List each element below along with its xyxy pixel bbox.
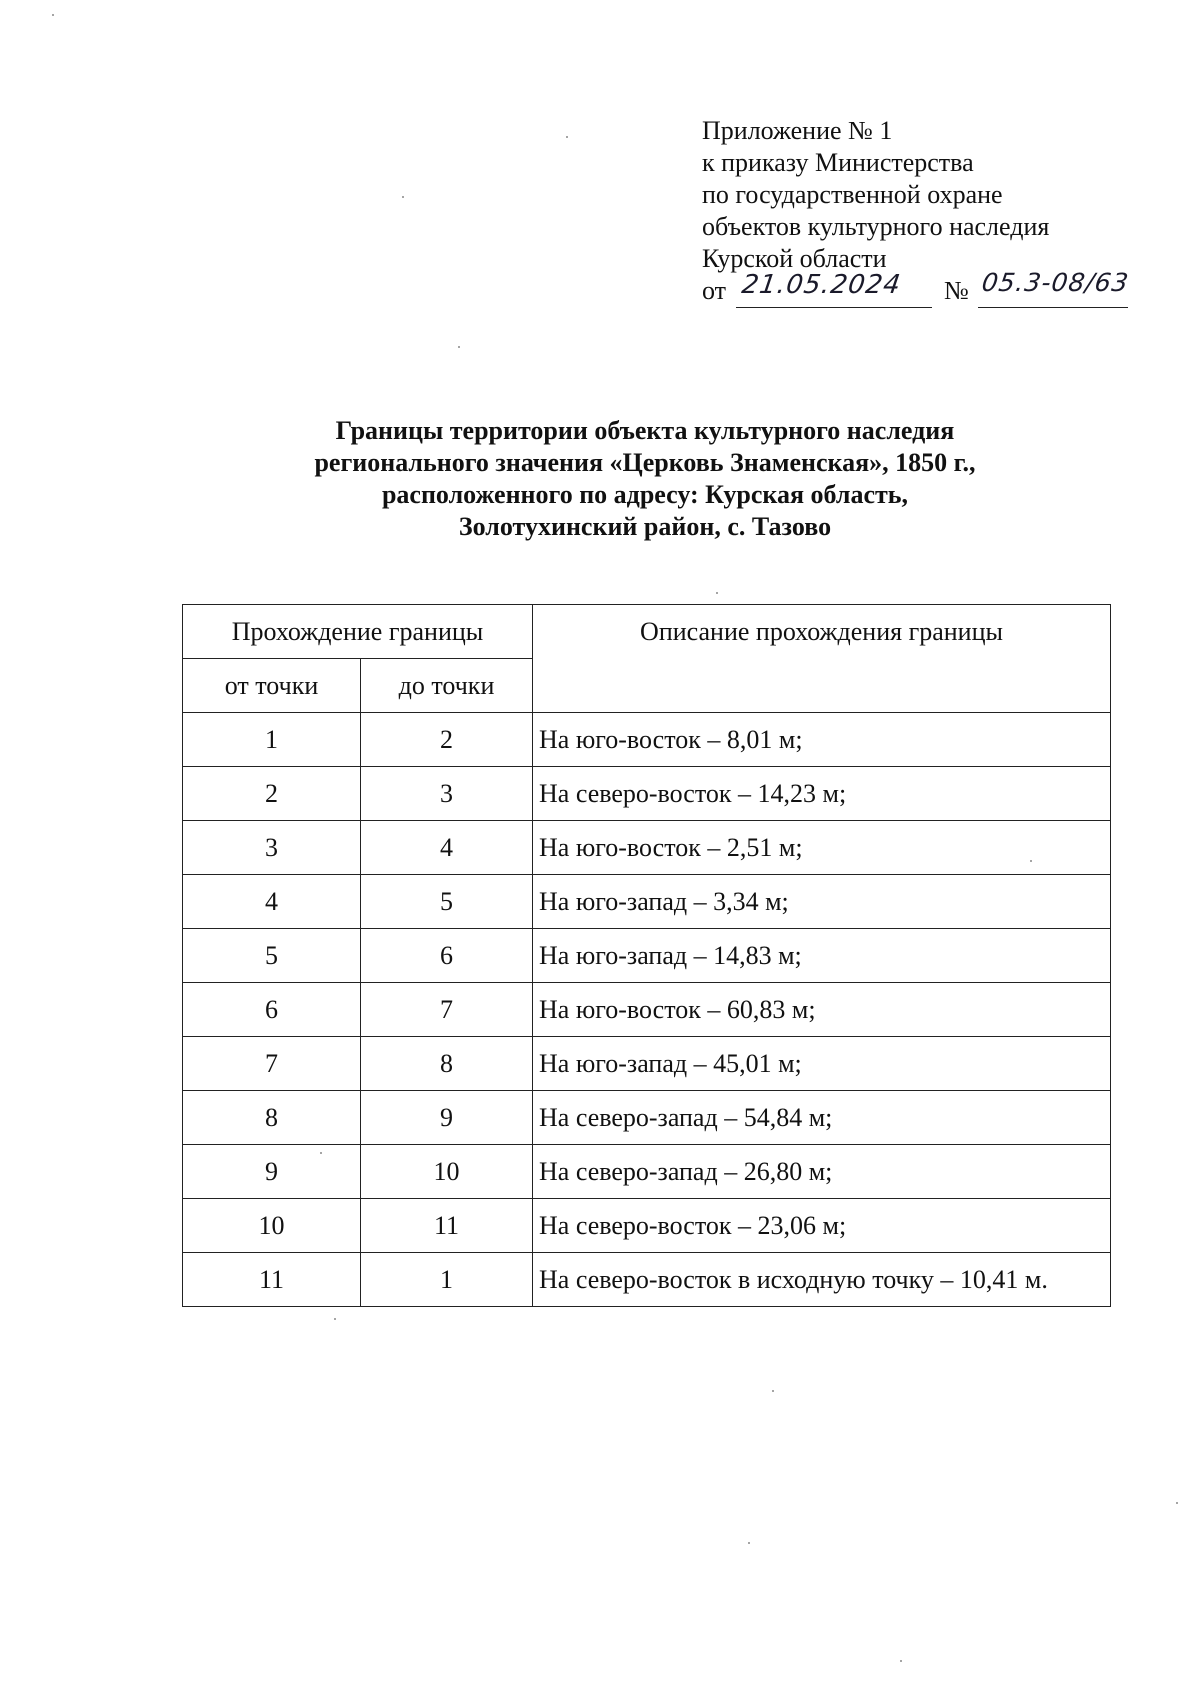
scan-speck	[458, 346, 460, 348]
order-reference	[702, 268, 1142, 309]
scan-speck	[772, 1390, 774, 1392]
ref-number-field	[978, 268, 1131, 308]
appendix-header	[702, 115, 1142, 309]
cell-description: На юго-запад – 14,83 м;	[533, 929, 1111, 983]
cell-from: 4	[183, 875, 361, 929]
title-line: Золотухинский район, с. Тазово	[458, 512, 832, 541]
cell-from: 9	[183, 1145, 361, 1199]
header-boundary-passage: Прохождение границы	[183, 605, 533, 659]
cell-to: 7	[361, 983, 533, 1037]
cell-to: 5	[361, 875, 533, 929]
boundary-table	[182, 604, 1111, 1307]
cell-to: 2	[361, 713, 533, 767]
scan-speck	[402, 196, 404, 198]
scan-speck	[52, 14, 54, 16]
cell-to: 6	[361, 929, 533, 983]
cell-to: 4	[361, 821, 533, 875]
table-row	[183, 713, 1111, 767]
title-line: Границы территории объекта культурного наследия	[335, 416, 955, 445]
scan-speck	[1176, 1502, 1178, 1504]
scan-speck	[900, 1660, 902, 1662]
scan-speck	[320, 1152, 322, 1154]
appendix-line: Курской области	[702, 244, 887, 273]
title-line: расположенного по адресу: Курская область,	[381, 480, 909, 509]
table-row	[183, 821, 1111, 875]
cell-description: На северо-восток в исходную точку – 10,41 м.	[533, 1253, 1111, 1307]
appendix-line: по государственной охране	[702, 180, 1003, 209]
cell-description: На юго-запад – 45,01 м;	[533, 1037, 1111, 1091]
cell-to: 8	[361, 1037, 533, 1091]
cell-from: 3	[183, 821, 361, 875]
table-row	[183, 875, 1111, 929]
table-row	[183, 767, 1111, 821]
table-body	[183, 713, 1111, 1307]
cell-to: 3	[361, 767, 533, 821]
cell-from: 2	[183, 767, 361, 821]
cell-description: На северо-запад – 26,80 м;	[533, 1145, 1111, 1199]
cell-description: На северо-восток – 14,23 м;	[533, 767, 1111, 821]
header-to-point: до точки	[361, 659, 533, 713]
ref-date-handwritten: 21.05.2024	[739, 270, 903, 300]
cell-description: На северо-восток – 23,06 м;	[533, 1199, 1111, 1253]
ref-number-handwritten: 05.3-08/63	[980, 268, 1131, 297]
table-row	[183, 1037, 1111, 1091]
scan-speck	[748, 1542, 750, 1544]
table-row	[183, 1253, 1111, 1307]
appendix-line: к приказу Министерства	[702, 148, 974, 177]
appendix-line: объектов культурного наследия	[702, 212, 1050, 241]
cell-description: На юго-восток – 60,83 м;	[533, 983, 1111, 1037]
cell-from: 1	[183, 713, 361, 767]
cell-description: На северо-запад – 54,84 м;	[533, 1091, 1111, 1145]
cell-from: 11	[183, 1253, 361, 1307]
cell-from: 10	[183, 1199, 361, 1253]
header-from-point: от точки	[183, 659, 361, 713]
ref-date-field	[736, 270, 932, 308]
cell-from: 5	[183, 929, 361, 983]
cell-description: На юго-восток – 2,51 м;	[533, 821, 1111, 875]
table-row	[183, 1199, 1111, 1253]
cell-from: 7	[183, 1037, 361, 1091]
cell-to: 10	[361, 1145, 533, 1199]
cell-to: 1	[361, 1253, 533, 1307]
cell-from: 6	[183, 983, 361, 1037]
title-line: регионального значения «Церковь Знаменская», 1850 г.,	[314, 448, 976, 477]
cell-to: 11	[361, 1199, 533, 1253]
ref-prefix: от	[702, 276, 727, 305]
table-row	[183, 1091, 1111, 1145]
ref-number-label: №	[944, 276, 969, 305]
cell-to: 9	[361, 1091, 533, 1145]
table-row	[183, 929, 1111, 983]
scan-speck	[566, 136, 568, 138]
scan-speck	[334, 1318, 336, 1320]
header-description: Описание прохождения границы	[533, 605, 1111, 713]
cell-from: 8	[183, 1091, 361, 1145]
table-row	[183, 983, 1111, 1037]
scan-speck	[716, 592, 718, 594]
document-title	[180, 415, 1110, 543]
cell-description: На юго-запад – 3,34 м;	[533, 875, 1111, 929]
appendix-line: Приложение № 1	[702, 116, 893, 145]
scan-speck	[1030, 860, 1032, 862]
cell-description: На юго-восток – 8,01 м;	[533, 713, 1111, 767]
